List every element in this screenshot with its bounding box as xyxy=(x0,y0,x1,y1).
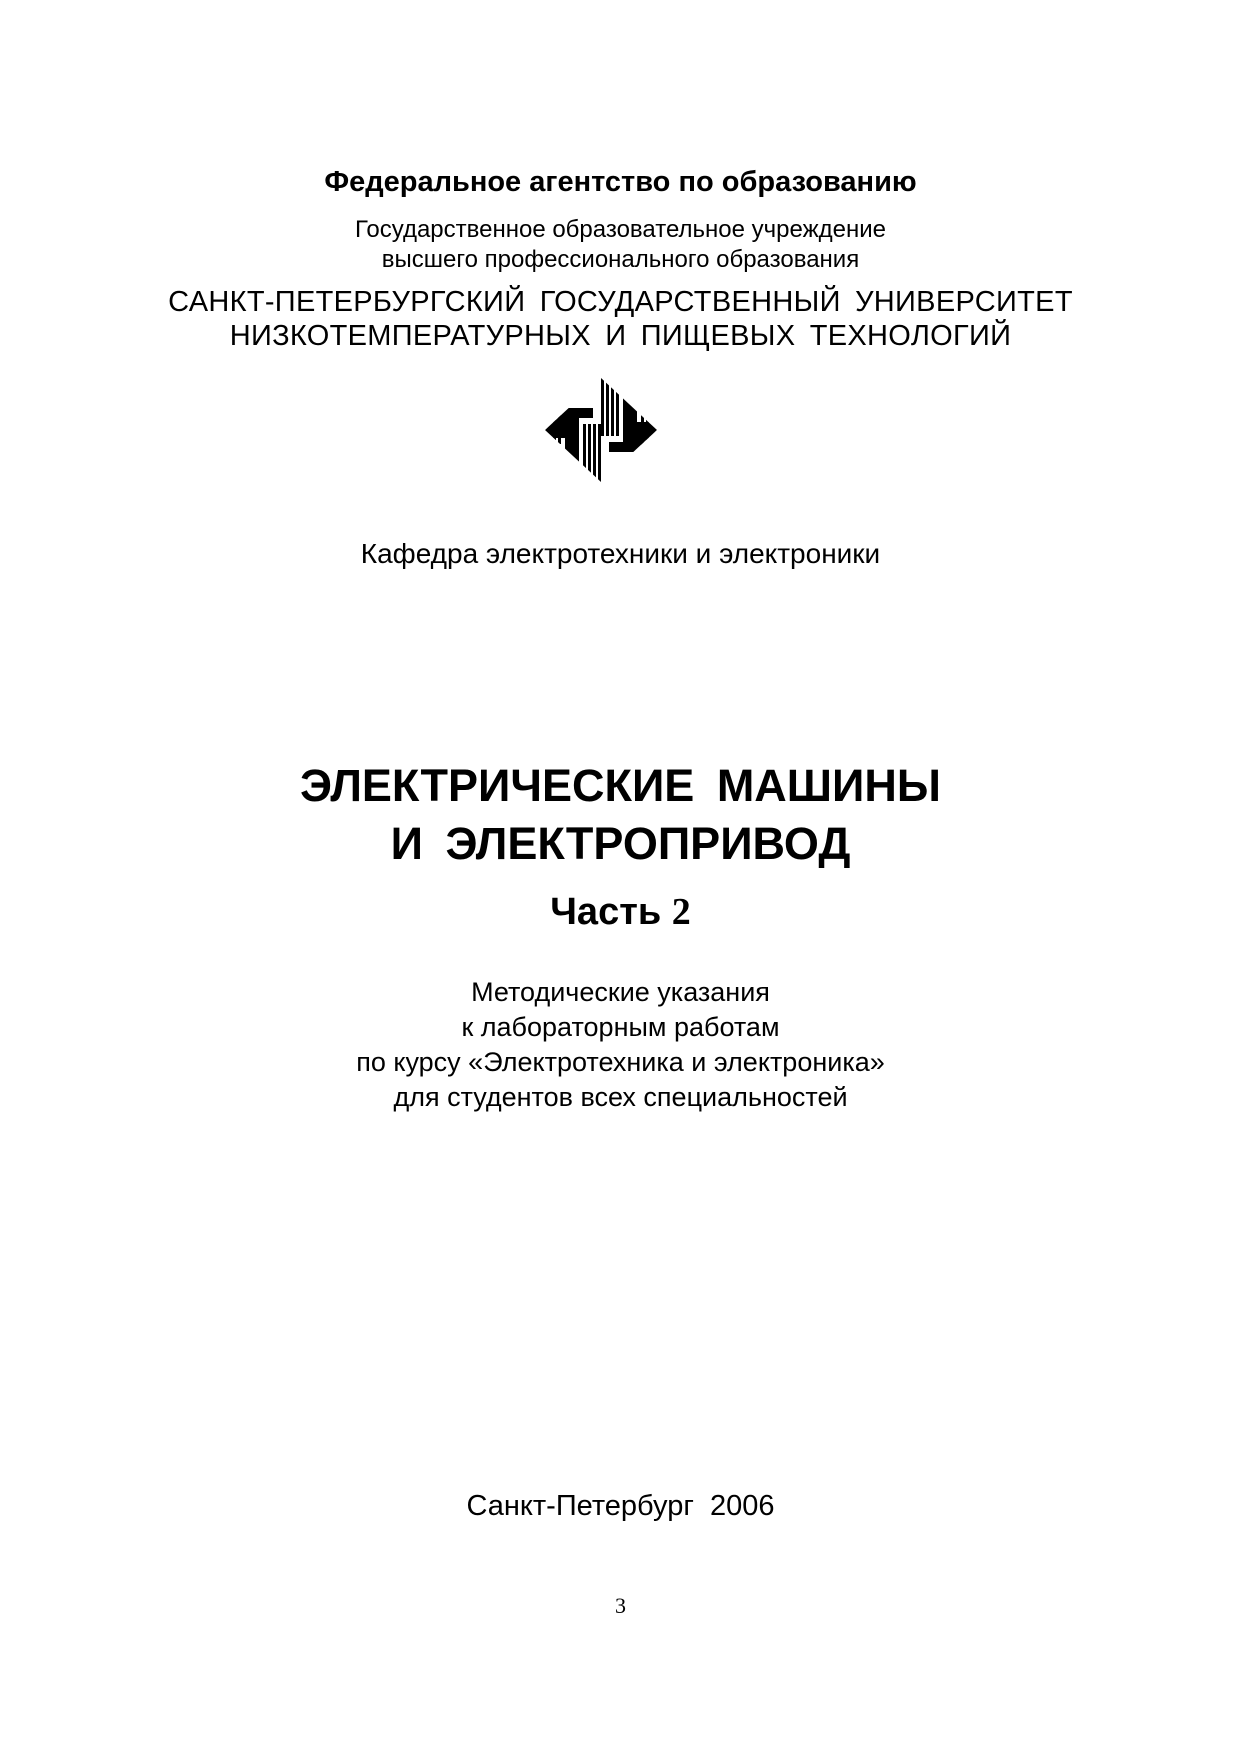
description-line-2: к лабораторным работам xyxy=(461,1012,780,1042)
document-title-line-1: ЭЛЕКТРИЧЕСКИЕ МАШИНЫ xyxy=(300,760,941,811)
description-line-1: Методические указания xyxy=(471,977,770,1007)
city-year: Санкт-Петербург 2006 xyxy=(466,1490,775,1522)
university-logo-icon xyxy=(545,378,657,482)
department-name: Кафедра электротехники и электроники xyxy=(360,538,881,569)
university-name-line-1: САНКТ-ПЕТЕРБУРГСКИЙ ГОСУДАРСТВЕННЫЙ УНИВЕРСИТЕТ xyxy=(168,286,1073,318)
description-line-3: по курсу «Электротехника и электроника» xyxy=(356,1047,885,1077)
document-title-line-2: И ЭЛЕКТРОПРИВОД xyxy=(390,818,851,869)
part-number: 2 xyxy=(671,891,691,933)
part-label xyxy=(0,890,1241,934)
institution-type-line-2: высшего профессионального образования xyxy=(381,246,860,273)
institution-type-line-1: Государственное образовательное учреждение xyxy=(355,216,886,243)
page-number: 3 xyxy=(615,1593,626,1618)
university-name-line-2: НИЗКОТЕМПЕРАТУРНЫХ И ПИЩЕВЫХ ТЕХНОЛОГИЙ xyxy=(229,320,1012,352)
part-word: Часть xyxy=(550,891,662,933)
agency-name: Федеральное агентство по образованию xyxy=(324,166,917,198)
description-line-4: для студентов всех специальностей xyxy=(393,1082,848,1112)
